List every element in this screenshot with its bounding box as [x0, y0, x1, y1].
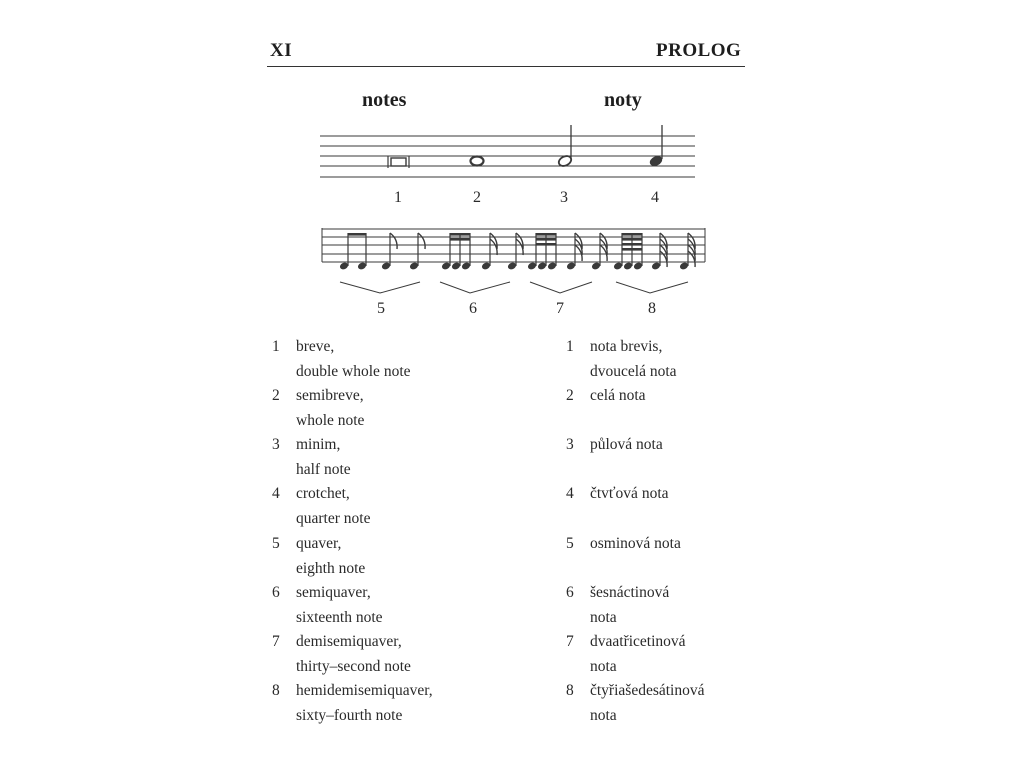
term-text	[590, 433, 663, 458]
term-line-1: čtyřiašedesátinová	[590, 682, 705, 699]
note-beam	[450, 233, 470, 236]
figure-number-8: 8	[648, 300, 656, 317]
term-number: 4	[566, 485, 574, 502]
term-line-1: minim,	[296, 436, 341, 453]
term-text	[296, 630, 411, 679]
note-beam	[622, 238, 642, 241]
term-line-2: whole note	[296, 411, 365, 429]
group-brackets	[340, 282, 688, 293]
staff-bottom	[322, 228, 705, 271]
caption-czech: noty	[604, 89, 642, 111]
term-text	[296, 581, 383, 630]
term-text	[590, 482, 669, 507]
term-number: 6	[272, 584, 280, 601]
term-line-1: semiquaver,	[296, 584, 371, 601]
note-beam	[536, 233, 556, 236]
note-flag	[390, 233, 397, 249]
term-number: 1	[272, 338, 280, 355]
term-text	[590, 384, 646, 409]
figure-number-6: 6	[469, 300, 477, 317]
term-number: 1	[566, 338, 574, 355]
term-line-2: nota	[590, 608, 617, 626]
note-beam	[622, 248, 642, 251]
term-line-2: sixteenth note	[296, 608, 383, 626]
term-number: 5	[566, 535, 574, 552]
figure-number-2: 2	[473, 189, 481, 206]
term-line-2: quarter note	[296, 509, 371, 527]
term-number: 8	[272, 682, 280, 699]
figure-number-4: 4	[651, 189, 659, 206]
bracket	[616, 282, 688, 293]
bracket	[440, 282, 510, 293]
term-text	[590, 335, 677, 384]
note-beam	[348, 233, 366, 236]
term-text	[296, 335, 411, 384]
term-number: 7	[272, 633, 280, 650]
term-line-1: osminová nota	[590, 535, 681, 552]
term-line-1: celá nota	[590, 387, 646, 404]
note-beam	[622, 243, 642, 246]
term-line-1: breve,	[296, 338, 335, 355]
figure-number-1: 1	[394, 189, 402, 206]
bracket	[340, 282, 420, 293]
term-number: 2	[272, 387, 280, 404]
term-line-1: nota brevis,	[590, 338, 663, 355]
term-line-2: dvoucelá nota	[590, 362, 677, 380]
chapter-title: PROLOG	[656, 40, 742, 61]
term-text	[296, 433, 351, 482]
term-text	[590, 532, 681, 557]
term-line-2: nota	[590, 657, 617, 675]
term-number: 5	[272, 535, 280, 552]
term-number: 3	[566, 436, 574, 453]
term-line-2: sixty–fourth note	[296, 706, 403, 724]
term-text	[296, 679, 433, 728]
note-flag	[418, 233, 425, 249]
term-line-1: demisemiquaver,	[296, 633, 402, 650]
term-line-2: eighth note	[296, 559, 366, 577]
term-text	[590, 679, 704, 728]
figure-number-3: 3	[560, 189, 568, 206]
term-line-2: thirty–second note	[296, 657, 411, 675]
term-line-1: crotchet,	[296, 485, 350, 502]
term-number: 3	[272, 436, 280, 453]
term-number: 4	[272, 485, 280, 502]
caption-english: notes	[362, 89, 407, 111]
notation-figure	[0, 0, 1024, 330]
note-beam	[536, 238, 556, 241]
term-text	[590, 630, 686, 679]
figure-number-7: 7	[556, 300, 564, 317]
term-line-1: dvaatřicetinová	[590, 633, 686, 650]
term-text	[590, 581, 669, 630]
note-beam	[450, 238, 470, 241]
term-number: 6	[566, 584, 574, 601]
bracket	[530, 282, 592, 293]
term-line-1: čtvťová nota	[590, 485, 669, 502]
figure-number-5: 5	[377, 300, 385, 317]
term-line-1: půlová nota	[590, 436, 663, 453]
term-line-1: hemidemisemiquaver,	[296, 682, 433, 699]
term-number: 7	[566, 633, 574, 650]
term-number: 8	[566, 682, 574, 699]
note-beam	[536, 243, 556, 246]
term-line-1: quaver,	[296, 535, 342, 552]
breve-note	[391, 158, 406, 166]
term-line-1: šesnáctinová	[590, 584, 670, 601]
term-number: 2	[566, 387, 574, 404]
term-text	[296, 532, 365, 581]
term-text	[296, 384, 364, 433]
term-line-2: double whole note	[296, 362, 411, 380]
whole-note	[471, 157, 484, 166]
term-line-2: half note	[296, 460, 351, 478]
term-line-2: nota	[590, 706, 617, 724]
section-number: XI	[270, 40, 293, 61]
note-beam	[622, 233, 642, 236]
staff-top	[320, 125, 695, 177]
figure-numbers	[377, 189, 659, 317]
term-line-1: semibreve,	[296, 387, 364, 404]
term-text	[296, 482, 370, 531]
